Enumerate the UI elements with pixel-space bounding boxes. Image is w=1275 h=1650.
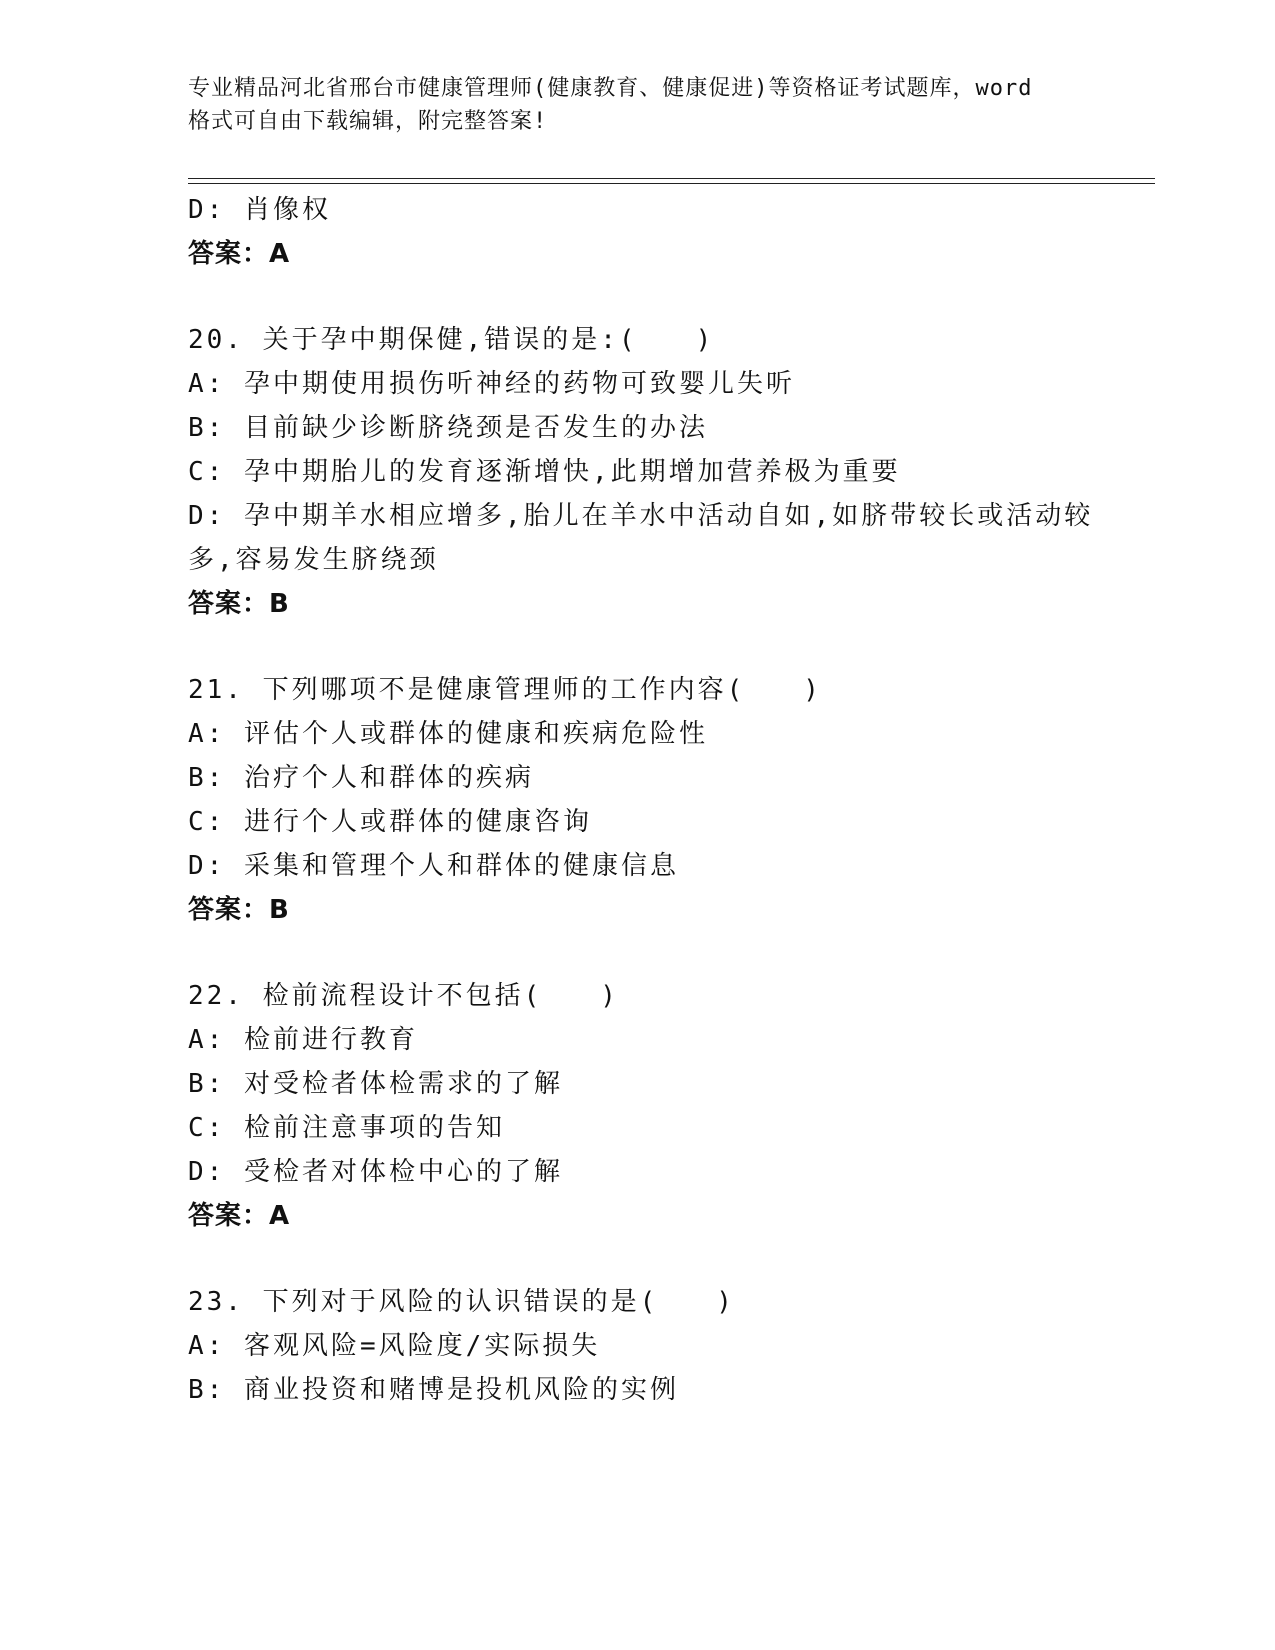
answer-line: 答案：A: [188, 1201, 291, 1231]
option-line: A: 客观风险=风险度/实际损失: [188, 1331, 601, 1361]
question-line: 22. 检前流程设计不包括( ): [188, 981, 619, 1011]
answer-line: 答案：B: [188, 589, 290, 619]
option-line: C: 孕中期胎儿的发育逐渐增快,此期增加营养极为重要: [188, 457, 901, 487]
option-line: D: 肖像权: [188, 195, 331, 225]
option-line: B: 目前缺少诊断脐绕颈是否发生的办法: [188, 413, 708, 443]
option-line: A: 评估个人或群体的健康和疾病危险性: [188, 719, 708, 749]
option-line: B: 对受检者体检需求的了解: [188, 1069, 563, 1099]
option-line: C: 进行个人或群体的健康咨询: [188, 807, 592, 837]
option-line: D: 受检者对体检中心的了解: [188, 1157, 563, 1187]
option-line: B: 商业投资和赌博是投机风险的实例: [188, 1375, 679, 1405]
answer-line: 答案：B: [188, 895, 290, 925]
option-line: D: 孕中期羊水相应增多,胎儿在羊水中活动自如,如脐带较长或活动较: [188, 501, 1094, 531]
header-divider-top: [188, 178, 1155, 179]
question-line: 23. 下列对于风险的认识错误的是( ): [188, 1287, 735, 1317]
header-line-2: 格式可自由下载编辑，附完整答案!: [188, 109, 548, 134]
question-line: 21. 下列哪项不是健康管理师的工作内容( ): [188, 675, 822, 705]
header-divider-bottom: [188, 183, 1155, 184]
header-line-1: 专业精品河北省邢台市健康管理师(健康教育、健康促进)等资格证考试题库，word: [188, 76, 1033, 101]
option-line-continued: 多,容易发生脐绕颈: [188, 545, 439, 575]
option-line: A: 检前进行教育: [188, 1025, 418, 1055]
option-line: A: 孕中期使用损伤听神经的药物可致婴儿失听: [188, 369, 795, 399]
question-line: 20. 关于孕中期保健,错误的是:( ): [188, 325, 715, 355]
option-line: C: 检前注意事项的告知: [188, 1113, 505, 1143]
document-header: [188, 72, 1088, 138]
option-line: D: 采集和管理个人和群体的健康信息: [188, 851, 679, 881]
option-line: B: 治疗个人和群体的疾病: [188, 763, 534, 793]
answer-line: 答案：A: [188, 239, 291, 269]
